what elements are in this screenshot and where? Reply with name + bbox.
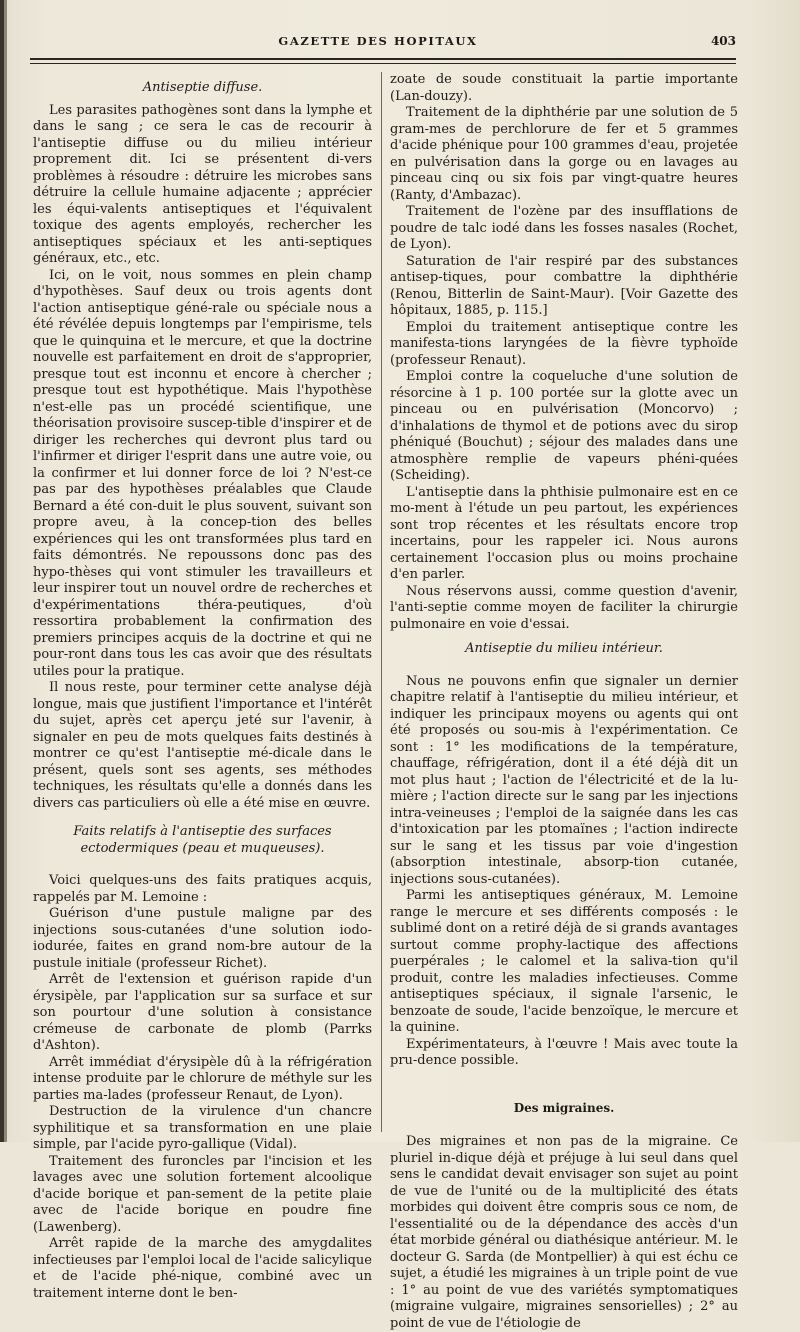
article-title-des-migraines: Des migraines. [513,1100,615,1115]
paragraph: Voici quelques-uns des faits pratiques acquis, rappelés par M. Lemoine : [33,873,372,905]
left-column [33,72,372,1302]
paragraph: Les parasites pathogènes sont dans la lymphe et dans le sang ; ce sera le cas de recourir à l'antiseptie diffuse ou du milieu intérieur proprement dit. Ici se présentent di-vers problèmes à résoudre : détruire les microbes sans détruire la cellule humaine adjacente ; apprécier les équi-valents antiseptiques et l'équivalent toxique des agents employés, rechercher les antiseptiques spéciaux et les anti-septiques généraux, etc., etc. [33,102,372,266]
header-rule-thick [30,58,736,60]
paragraph: Arrêt rapide de la marche des amygdalites infectieuses par l'emploi local de l'acide salicylique et de l'acide phé-nique, combiné avec un traitement interne dont le ben- [33,1236,372,1301]
paragraph: Nous réservons aussi, comme question d'avenir, l'anti-septie comme moyen de faciliter la chirurgie pulmonaire en voie d'essai. [390,583,738,632]
right-column [390,72,738,1332]
paragraph: Il nous reste, pour terminer cette analyse déjà longue, mais que justifient l'importance et l'intérêt du sujet, après cet aperçu jeté sur l'avenir, à signaler en peu de mots quelques faits destinés à montrer ce qu'est l'antiseptie mé-dicale dans le présent, quels sont ses agents, ses méthodes techniques, les résultats qu'elle a donnés dans les divers cas particuliers où elle a été mise en œuvre. [33,680,372,811]
paragraph: Saturation de l'air respiré par des substances antisep-tiques, pour combattre la diphthérie (Renou, Bitterlin de Saint-Maur). [Voir Gazette des hôpitaux, 1885, p. 115.] [390,253,738,318]
page-header [20,34,736,52]
paragraph: Destruction de la virulence d'un chancre syphilitique et sa transformation en une plaie simple, par l'acide pyro-gallique (Vidal). [33,1104,372,1152]
paragraph: Des migraines et non pas de la migraine. Ce pluriel in-dique déjà et préjuge à lui seul dans quel sens le candidat devait envisager son sujet au point de vue de l'unité ou de la multiplicité des états morbides qui doivent être compris sous ce nom, de l'essentialité ou de la dépendance des accès d'un état morbide général ou diathésique antérieur. M. le docteur G. Sarda (de Montpellier) à qui est échu ce sujet, a étudié les migraines à un triple point de vue : 1° au point de vue des variétés symptomatiques (migraine vulgaire, migraines sensorielles) ; 2° au point de vue de l'étiologie de [390,1134,738,1331]
header-rule-thin [30,63,736,64]
paragraph: Arrêt de l'extension et guérison rapide d'un érysipèle, par l'application sur sa surface et sur son pourtour d'une solution à consistance crémeuse de carbonate de plomb (Parrks d'Ashton). [33,972,372,1053]
paragraph: Arrêt immédiat d'érysipèle dû à la réfrigération intense produite par le chlorure de méthyle sur les parties ma-lades (professeur Renaut, de Lyon). [33,1054,372,1103]
paragraph: L'antiseptie dans la phthisie pulmonaire est en ce mo-ment à l'étude un peu partout, les expériences sont trop récentes et les résultats encore trop incertains, pour les rappeler ici. Nous aurons certainement l'occasion plus ou moins prochaine d'en parler. [390,484,738,582]
paragraph: Ici, on le voit, nous sommes en plein champ d'hypothèses. Sauf deux ou trois agents dont l'action antiseptique géné-rale ou spéciale nous a été révélée depuis longtemps par l'empirisme, tels que le quinquina et le mercure, et que la doctrine nouvelle est parfaitement en droit de s'approprier, presque tout est inconnu et encore à chercher ; presque tout est hypothétique. Mais l'hypothèse n'est-elle pas un procédé scientifique, une théorisation provisoire suscep-tible d'inspirer et de diriger les recherches qui devront plus tard ou l'infirmer et diriger l'esprit dans une autre voie, ou la confirmer et lui donner force de loi ? N'est-ce pas par des hypothèses préalables que Claude Bernard a été con-duit le plus souvent, suivant son propre aveu, à la concep-tion des belles expériences qui les ont transformées plus tard en faits démontrés. Ne repoussons donc pas des hypo-thèses qui vont stimuler les travailleurs et leur inspirer tout un nouvel ordre de recherches et d'expérimentations théra-peutiques, d'où ressortira probablement la confirmation des premiers principes acquis de la doctrine et qui ne pour-ront dans tous les cas avoir que des résultats utiles pour la pratique. [33,267,372,679]
paragraph: Parmi les antiseptiques généraux, M. Lemoine range le mercure et ses différents composés : le sublimé dont on a retiré déjà de si grands avantages surtout comme prophy-lactique des affections puerpérales ; le calomel et la saliva-tion qu'il produit, contre les maladies infectieuses. Comme antiseptiques spéciaux, il signale l'arsenic, le benzoate de soude, l'acide benzoïque, le mercure et la quinine. [390,888,738,1035]
paragraph: Traitement de la diphthérie par une solution de 5 gram-mes de perchlorure de fer et 5 grammes d'acide phénique pour 100 grammes d'eau, projetée en pulvérisation dans la gorge ou en lavages au pinceau cinq ou six fois par vingt-quatre heures (Ranty, d'Ambazac). [390,105,738,203]
section-title-surfaces-ectodermiques: Faits relatifs à l'antiseptie des surfaces ectodermiques (peau et muqueuses). [73,824,332,856]
paragraph: zoate de soude constituait la partie importante (Lan-douzy). [390,72,738,104]
paragraph: Traitement des furoncles par l'incision et les lavages avec une solution fortement alcoolique d'acide borique et pan-sement de la petite plaie avec de l'acide borique en poudre fine (Lawenberg). [33,1153,372,1235]
paragraph: Traitement de l'ozène par des insufflations de poudre de talc iodé dans les fosses nasales (Rochet, de Lyon). [390,204,738,252]
column-divider [381,72,382,1132]
section-title-antiseptie-diffuse: Antiseptie diffuse. [142,80,263,95]
paragraph: Expérimentateurs, à l'œuvre ! Mais avec toute la pru-dence possible. [390,1036,738,1068]
paragraph: Emploi contre la coqueluche d'une solution de résorcine à 1 p. 100 portée sur la glotte avec un pinceau ou en pulvérisation (Moncorvo) ; d'inhalations de thymol et de potions avec du sirop phéniqué (Bouchut) ; séjour des malades dans une atmosphère remplie de vapeurs phéni-quées (Scheiding). [390,369,738,483]
paragraph: Guérison d'une pustule maligne par des injections sous-cutanées d'une solution iodo-iodurée, faites en grand nom-bre autour de la pustule initiale (professeur Richet). [33,906,372,971]
page-number: 403 [710,34,736,48]
page-binding-shadow [4,0,7,1142]
paragraph: Nous ne pouvons enfin que signaler un dernier chapitre relatif à l'antiseptie du milieu intérieur, et indiquer les principaux moyens ou agents qui ont été proposés ou sou-mis à l'expérimentation. Ce sont : 1° les modifications de la température, chauffage, réfrigération, dont il a été déjà dit un mot plus haut ; l'action de l'électricité et de la lu-mière ; l'action directe sur le sang par les injections intra-veineuses ; l'emploi de la saignée dans les cas d'intoxication par les ptomaïnes ; l'action indirecte sur le sang et les tissus par voie d'ingestion (absorption intestinale, absorp-tion cutanée, injections sous-cutanées). [390,673,738,887]
running-title: GAZETTE DES HOPITAUX [278,34,478,48]
paragraph: Emploi du traitement antiseptique contre les manifesta-tions laryngées de la fièvre typhoïde (professeur Renaut). [390,319,738,368]
section-title-milieu-interieur: Antiseptie du milieu intérieur. [465,641,663,656]
